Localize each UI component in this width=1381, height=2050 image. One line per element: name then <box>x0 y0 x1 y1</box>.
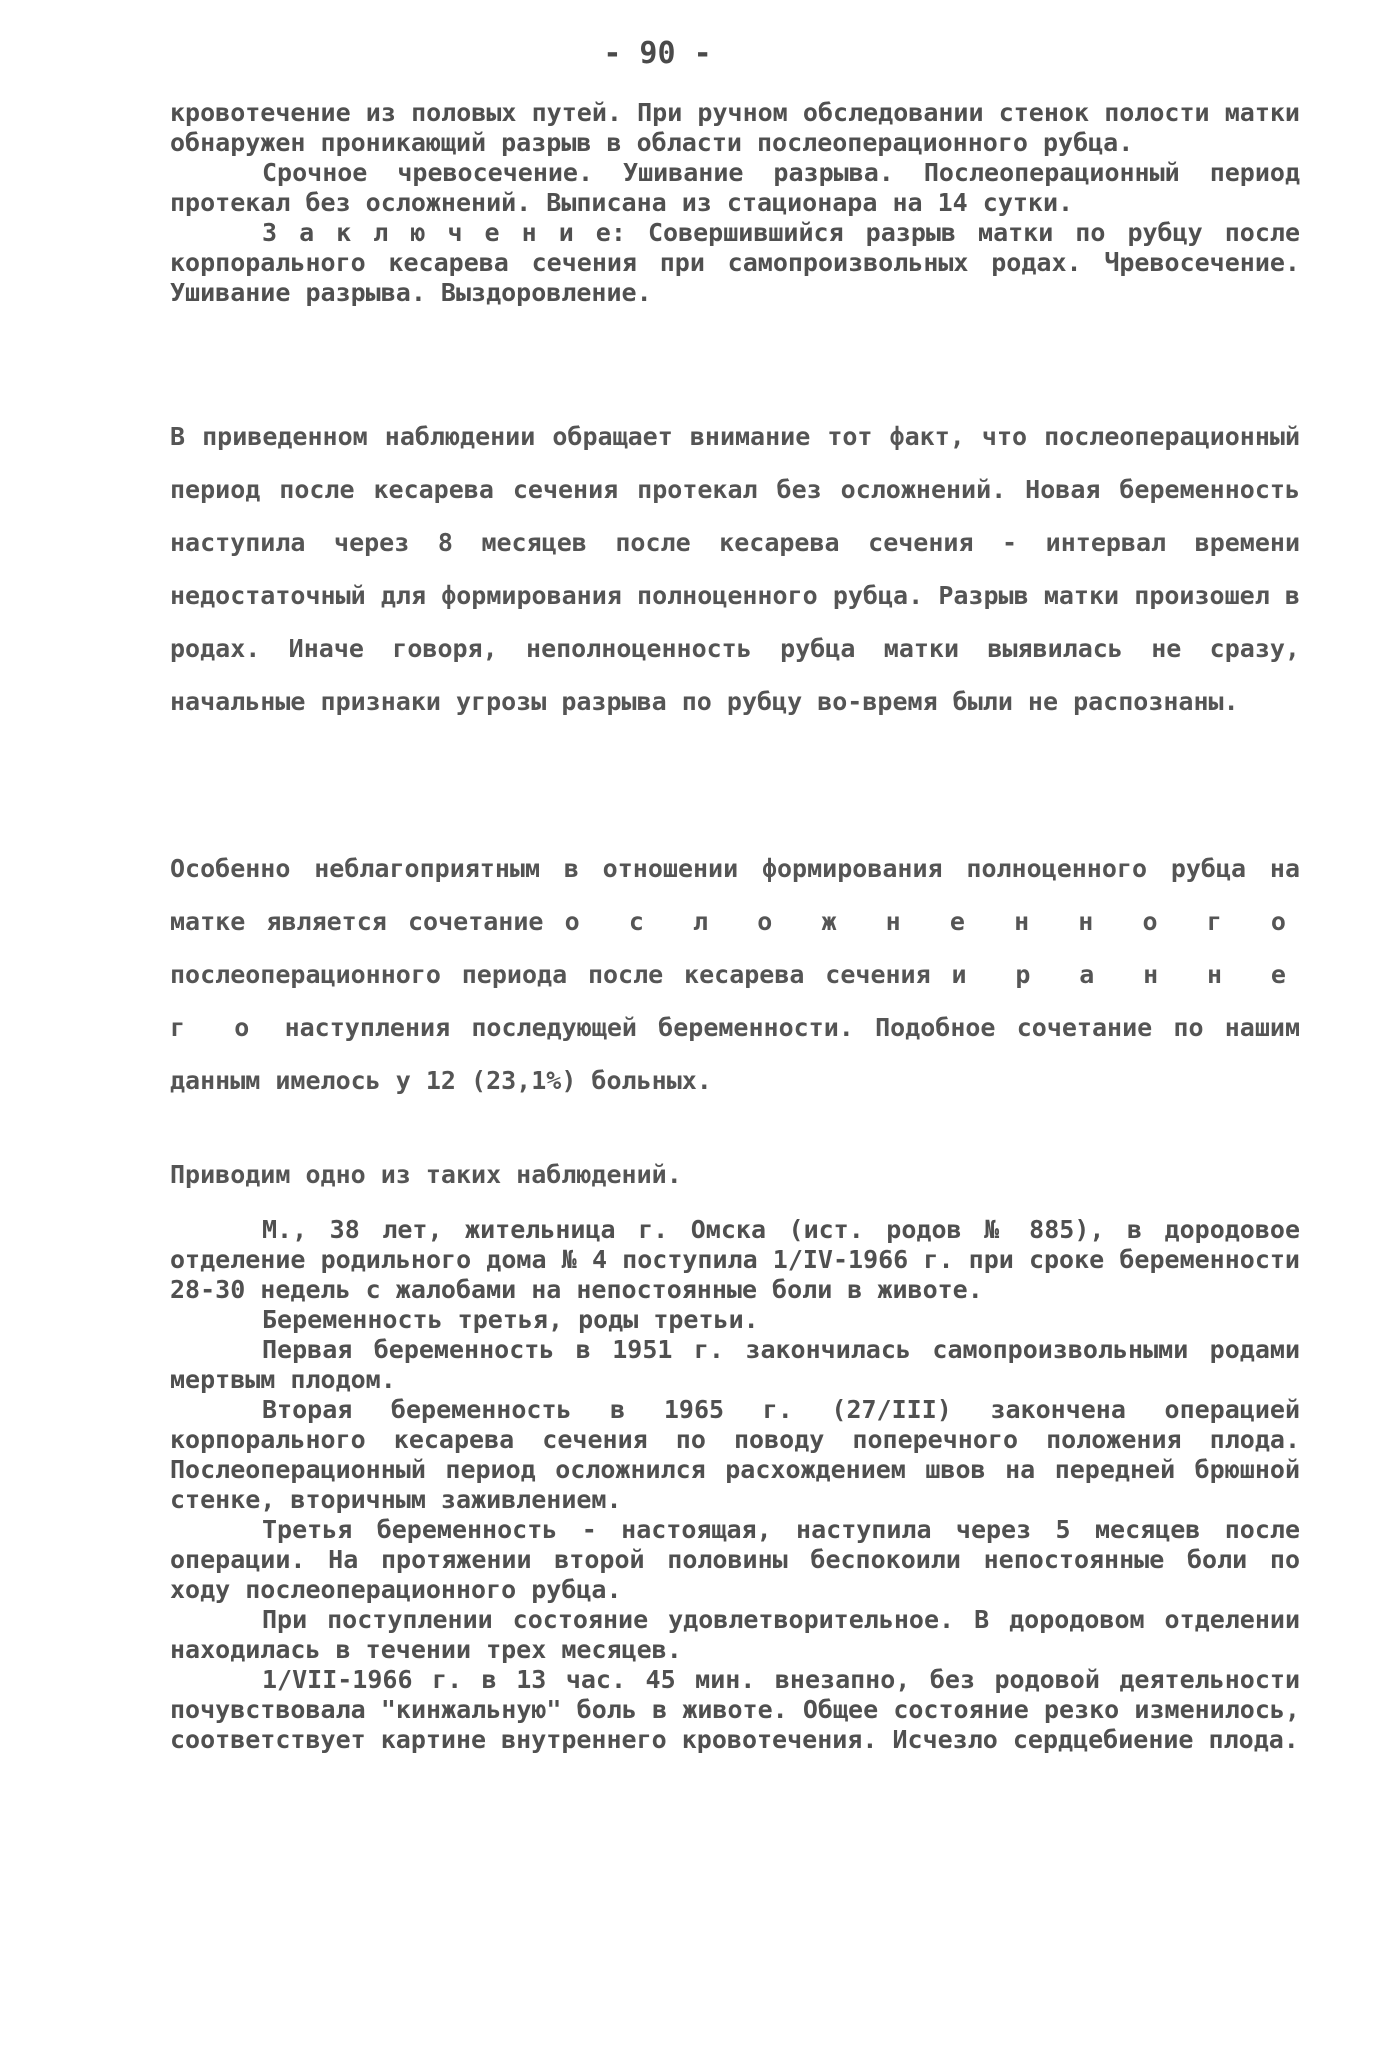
case-paragraph: 1/VII-1966 г. в 13 час. 45 мин. внезапно, без родовой деятельности почувствовала "кинжальную" боль в животе. Общее состояние резко изменилось, соответствует картине внутреннего кровотечения. Исчезло сердцебиение плода. <box>170 1665 1300 1754</box>
case-report <box>170 1215 1300 1755</box>
case-paragraph: Третья беременность - настоящая, наступила через 5 месяцев после операции. На протяжении второй половины беспокоили непостоянные боли по ходу послеоперационного рубца. <box>170 1515 1300 1604</box>
conclusion-text: Совершившийся разрыв матки по рубцу после корпорального кесарева сечения при самопроизвольных родах. Чревосечение. Ушивание разрыва. Выздоровление. <box>170 218 1301 307</box>
case-paragraph: Срочное чревосечение. Ушивание разрыва. Послеоперационный период протекал без осложнений. Выписана из стационара на 14 сутки. <box>170 158 1300 217</box>
emphasized-text: и р а н н е г о <box>170 960 1300 1042</box>
emphasized-text: о с л о ж н е н н о г о <box>564 907 1300 936</box>
case-paragraph: кровотечение из половых путей. При ручном обследовании стенок полости матки обнаружен проникающий разрыв в области послеоперационного рубца. <box>170 98 1300 157</box>
body-paragraph: Приводим одно из таких наблюдений. <box>170 1160 682 1189</box>
body-text-span: послеоперационного периода после кесарева сечения <box>170 960 952 989</box>
case-paragraph: Беременность третья, роды третьи. <box>262 1305 759 1334</box>
body-text-span: Особенно неблагоприятным в отношении формирования полноценного рубца на матке является сочетание <box>170 854 1300 936</box>
main-body-text <box>170 410 1300 728</box>
case-report-continuation <box>170 98 1300 308</box>
case-conclusion <box>170 218 1300 308</box>
case-paragraph: Первая беременность в 1951 г. закончилась самопроизвольными родами мертвым плодом. <box>170 1335 1300 1394</box>
case-paragraph: М., 38 лет, жительница г. Омска (ист. родов № 885), в дородовое отделение родильного дома № 4 поступила 1/IV-1966 г. при сроке беременности 28-30 недель с жалобами на непостоянные боли в животе. <box>170 1215 1300 1304</box>
body-paragraph <box>170 842 1300 1107</box>
conclusion-label: З а к л ю ч е н и е: <box>262 218 626 247</box>
case-paragraph: При поступлении состояние удовлетворительное. В дородовом отделении находилась в течении трех месяцев. <box>170 1605 1300 1664</box>
page-number: - 90 - <box>603 36 712 71</box>
main-body-text-2 <box>170 842 1300 1107</box>
main-body-text-3 <box>170 1148 1300 1201</box>
body-paragraph: В приведенном наблюдении обращает внимание тот факт, что послеоперационный период после кесарева сечения протекал без осложнений. Новая беременность наступила через 8 месяцев после кесарева сечения - интервал времени недостаточный для формирования полноценного рубца. Разрыв матки произошел в родах. Иначе говоря, неполноценность рубца матки выявилась не сразу, начальные признаки угрозы разрыва по рубцу во-время были не распознаны. <box>170 422 1300 716</box>
body-text-span: наступления последующей беременности. Подобное сочетание по нашим данным имелось у 12 (23,1%) больных. <box>170 1013 1300 1095</box>
case-paragraph: Вторая беременность в 1965 г. (27/III) закончена операцией корпорального кесарева сечения по поводу поперечного положения плода. Послеоперационный период осложнился расхождением швов на передней брюшной стенке, вторичным заживлением. <box>170 1395 1300 1514</box>
